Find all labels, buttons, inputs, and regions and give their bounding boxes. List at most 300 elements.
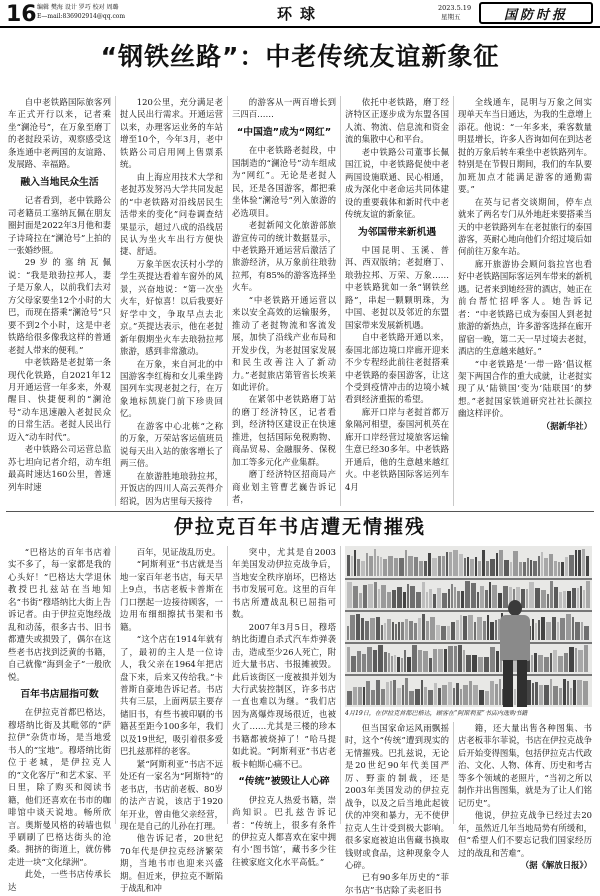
paragraph: 在旅游胜地琅勃拉邦，开饭店的四川人高云英得介绍说，因为店里每天接待 [120,470,223,506]
book-spine [541,590,546,608]
book-spine [469,681,472,705]
book-spine [422,614,425,640]
article2-column-3 [232,546,336,867]
book-spine [454,587,456,608]
book-spine [384,652,387,672]
book-spine [437,588,441,608]
paragraph: 此处，一些书店传承长达 [8,869,111,892]
book-spine [394,655,396,672]
book-spine [432,558,437,576]
book-spine [538,556,540,576]
book-spine [366,681,370,705]
book-spine [557,622,559,640]
book-spine [463,685,468,705]
book-spine [563,591,566,608]
book-spine [371,690,375,705]
book-spine [442,593,447,608]
book-spine [541,617,545,640]
book-spine [353,586,358,608]
book-spine [578,650,583,672]
column-divider [227,96,228,506]
book-spine [353,687,357,705]
book-spine [459,554,463,576]
book-spine [554,561,557,576]
book-spine [386,682,389,705]
book-spine [376,617,380,640]
paragraph: 廊开口岸与老挝首都万象隔河相望，泰国河机英在廊开口岸经营过境旅客运输生意已经30多年。中老铁路开通后，他的生意越来越红火。中老铁路国际客运列车4月 [345,406,449,492]
book-spine [586,556,589,576]
paragraph: 中国昆明、玉溪、普洱、西双版纳；老挝磨丁、琅勃拉邦、万荣、万象……中老铁路犹如一条“钢铁丝路”，串起一颗颗明珠，为中国、老挝以及邻近的东盟国家带来发展新机遇。 [345,244,449,330]
book-spine [544,657,549,672]
book-spine [402,685,404,705]
book-spine [357,559,360,576]
book-spine [490,559,495,576]
book-spine [569,555,574,576]
book-spine [523,562,526,576]
paragraph: 120公里，充分满足老挝人民出行需求。开通运营以来，办理客运业务的车站增至10个，今年3月，老中铁路公司启用网上售票系统。 [120,97,223,170]
paragraph: 在英与记者交谈期间，停车点就来了两名专门从外地赶来要搭乘当天的中老铁路列车在老挝旅行的泰国游客，英耐心地向他们介绍过境后如何前往万象车站。 [458,196,592,257]
book-spine [392,622,394,640]
book-spine [408,556,413,576]
book-spine [433,649,437,672]
book-spine [362,654,366,672]
bookstore-photo [345,546,592,707]
section-title: 环球 [276,5,323,23]
book-spine [444,649,447,672]
book-spine [380,557,382,576]
book-spine [418,650,422,672]
book-spine [527,558,529,576]
paragraph: “这个店在1914年就有了，最初的主人是一位诗人，我父亲在1964年把店盘下来，后来又传给我。”卡普斯自豪地告诉记者。书店共有三层，上面两层主要存储旧书，有些书被印刷的书籍甚至距今100多年，我们以及19世纪，吸引着很多爱巴扎兹那样的老客。 [120,634,223,757]
book-spine [457,591,460,608]
book-spine [538,620,540,640]
bookshelves [345,546,592,707]
subheading: 百年书店屈指可数 [20,688,99,700]
book-spine [559,688,562,705]
book-spine [572,617,574,640]
book-spine [584,645,588,672]
paragraph: 已有90多年历史的“菲尔书店”书店除了卖老旧书 [345,872,449,895]
paragraph: “阿斯利亚”书店就是当地一家百年老书店，每天早上9点，书店老板卡普斯在门口摆起一边接待顾客，一边用布细细擦拭书架和书籍。 [120,559,223,632]
book-spine [535,588,540,608]
book-spine [410,586,415,608]
book-spine [482,550,485,576]
book-spine [572,588,576,608]
book-spine [418,618,421,640]
book-spine [569,647,574,672]
editor-credits: 编辑 樊海 设计 罗巧 校对 周璐 [37,4,119,11]
book-spine [470,559,474,576]
book-spine [454,646,457,672]
book-spine [453,550,458,576]
book-spine [471,583,476,608]
book-spine [363,687,365,705]
issue-date: 2023.5.19 [438,4,472,12]
paragraph: “中老铁路开通运营以来以安全高效的运输服务，推动了老挝物流和客流发展，加快了沿线产业布局和开发步伐，为老挝国家发展和民生改善注入了新动力。”老挝旅店第管省长埃莱如此评价。 [232,294,336,392]
column-divider [340,546,341,824]
book-spine [554,587,558,608]
book-spine [421,680,423,705]
book-spine [359,593,362,608]
book-spine [499,550,503,576]
paragraph: 伊拉克人热爱书籍，崇尚知识。巴扎兹告诉记者：“传统上，很多有条件的伊拉克人都喜欢在家中拥有小‘图书馆’，藏书多少往往被家庭文化水平高低。” [232,794,336,867]
book-spine [361,561,365,576]
book-spine [381,689,385,705]
book-spine [489,582,491,608]
book-spine [405,678,408,705]
article2-column-5 [458,722,592,870]
article1-headline: “钢铁丝路”：中老传统友谊新象征 [100,42,500,71]
book-spine [448,646,453,672]
newspaper-logo [479,2,593,24]
book-spine [430,617,435,640]
customer-figure [495,600,535,707]
column-divider [453,96,454,506]
paragraph: 老挝新闻文化旅游部旅游宣传司的统计数据显示，中老铁路开通运营后激活了旅游经济，从万象前往琅勃拉邦，有85%的游客选择坐火车。 [232,220,336,293]
book-spine [354,550,356,576]
book-spine [456,620,459,640]
book-spine [541,552,543,576]
book-spine [367,647,372,672]
book-spine [483,621,486,640]
book-spine [458,645,462,672]
paragraph: 在万象，来自河北的中国游客李红梅和女儿乘坐跨国列车实现老挝之行，在万象地标凯旋门前下珍贵回忆。 [120,358,223,419]
article1-column-3 [232,96,336,507]
book-spine [566,614,571,640]
book-spine [422,582,425,608]
subheading: 融入当地民众生活 [20,176,99,188]
book-spine [368,584,373,608]
book-spine [347,582,352,608]
book-spine [465,581,470,608]
book-spine [374,549,376,576]
book-spine [419,561,423,576]
article2-headline: 伊拉克百年书店遭无情摧残 [173,516,426,538]
paragraph: 磨丁经济特区招商局产商业划主管曹艺巍告诉记者， [232,469,336,505]
book-spine [510,562,512,576]
paragraph: 老中铁路公司运营总监苏七坦向记者介绍，动车组最高时速达160公里，普速列车时速 [8,444,111,492]
column-divider [340,96,341,506]
book-spine [466,655,471,672]
book-spine [490,681,494,705]
book-spine [575,648,577,672]
book-spine [464,558,466,576]
book-spine [351,556,353,576]
paragraph: 籍，还大量出售各种图集、书店老板菲尔菲说，书店在伊拉克战争后开始变得图集，包括伊拉克古代政治、文化、人物、体育、历史和考古等多个领域的老照片，“当初之所以制作并出售图集，就是为了让人们铭记历史”。 [458,723,592,808]
book-spine [544,558,548,576]
book-spine [550,653,552,672]
book-spine [394,558,398,576]
book-spine [377,556,379,576]
book-spine [513,551,518,576]
book-spine [530,560,532,576]
article1-column-1 [8,96,111,507]
book-spine [438,688,441,705]
book-spine [395,624,397,640]
book-spine [446,552,448,576]
book-spine [397,657,400,672]
book-spine [412,645,417,672]
book-spine [409,691,414,705]
paragraph: 2007年3月5日，穆塔纳比街遭自杀式汽车炸弹袭击，造成至少26人死亡，附近大量书店、书报摊被毁。此后该街区一度被损并划为大行武装控制区，许多书店一直也难以为继。“我们店因为离爆炸现场很近，也被火了……尤其是三楼的珍本书籍都被烧掉了！”哈马提如此说。“阿斯利亚”书店老板卡帕斯心痛不已。 [232,621,336,769]
book-spine [347,647,350,672]
book-spine [381,585,386,608]
book-spine [565,557,568,576]
book-spine [433,594,436,608]
book-spine [577,588,579,608]
header-rule [0,26,600,28]
article1-column-4 [345,96,449,507]
book-spine [350,615,355,640]
book-spine [453,688,455,705]
book-spine [366,553,368,576]
book-spine [424,561,427,576]
article1-column-2 [120,96,223,507]
editor-email: E—mail:836902914@qq.com [37,13,126,20]
book-spine [392,590,396,608]
book-spine [398,622,400,640]
book-spine [423,651,428,672]
book-spine [567,681,569,705]
book-spine [442,556,445,576]
book-spine [376,680,380,705]
book-spine [441,626,446,640]
book-spine [584,626,589,640]
book-spine [474,622,476,640]
book-spine [448,682,452,705]
book-spine [404,650,406,672]
paragraph: 突中，尤其是自2003年美国发动伊拉克战争后，当地安全秩序崩坏，巴格达书市发展可危。这里的百年书店所遭战乱积已屈指可数。 [232,547,336,620]
book-spine [558,562,560,576]
book-spine [477,617,482,640]
paragraph: 老中铁路公司董事长佩国江说，中老铁路促使中老两国设施联通、民心相通，成为深化中老命运共同体建设的重要载体和新时代中老传统友谊的新象征。 [345,146,449,220]
book-spine [436,625,440,640]
book-spine [487,615,489,640]
book-spine [475,557,477,576]
book-spine [461,591,464,608]
book-spine [388,653,390,672]
book-spine [478,561,481,576]
book-spine [347,626,349,640]
book-spine [409,621,413,640]
book-spine [564,653,568,672]
book-spine [397,688,401,705]
book-spine [449,552,452,576]
book-spine [553,650,557,672]
book-spine [405,619,408,640]
book-spine [426,621,429,640]
book-spine [383,559,387,576]
paragraph: 在伊拉克首都巴格达，穆塔纳比街及其毗邻的“萨拉伊”杂货市场，是当地爱书人的“宝地”。穆塔纳比街位于老城，是伊拉克人的“文化客厅”和艺术家、平日里，除了购买和阅读书籍，他们还喜欢在书市的咖啡馆中谈天说地。畅所欣言。奥斯曼风格的砖墙也似乎刷刷了巴格达街头的沧桑。拥挤的街道上，就仿佛走进一块“文化绿洲”。 [8,707,111,867]
paragraph: 他告诉记者，20世纪70年代是伊拉克经济繁荣期，当地书市也迎来兴盛期。但近来，伊拉克不断陷于战乱和冲 [120,833,223,894]
article-separator [6,511,594,512]
subheading: 为邻国带来新机遇 [357,226,437,238]
book-spine [533,561,537,576]
book-spine [535,682,538,705]
book-spine [559,592,562,608]
book-spine [428,690,433,705]
book-spine [538,655,543,672]
book-spine [347,691,352,705]
book-spine [550,679,552,705]
book-spine [407,657,411,672]
book-spine [561,562,564,576]
book-spine [456,683,459,705]
paragraph: 廊开旅游协会顾问翁拉宫也看好中老铁路国际客运列车带来的新机遇。记者来到她经营的酒店，她正在前台帮忙招呼客人。她告诉记者：“中老铁路已成为泰国人到老挝旅游的新热点，许多游客选择在廊开留宿一晚，第二天一早过境去老挝，酒店的生意越来越好。” [458,258,592,357]
article2-column-1 [8,546,111,892]
paragraph: 记者看到，老中铁路公司老籍员工塞纳瓦佩在朋友圈封面是2022年3月他和妻子诗琦拉在“澜沧号”上拍的一张婚纱照。 [8,195,111,255]
book-spine [370,618,375,640]
book-spine [477,592,479,608]
book-spine [414,623,417,640]
book-spine [478,657,483,672]
source-credit: （据《解放日报》） [520,859,592,870]
book-spine [401,622,404,640]
book-spine [434,683,437,705]
book-spine [447,626,450,640]
book-spine [484,657,489,672]
book-spine [384,623,386,640]
paragraph: 的游客从一两百增长到三四百…… [232,97,336,120]
book-spine [567,591,571,608]
book-spine [575,622,580,640]
book-spine [586,581,590,608]
book-spine [397,587,402,608]
book-spine [451,622,455,640]
book-spine [438,649,443,672]
book-spine [401,658,403,672]
paragraph: 万象羊医农沃村小学的学生英提达看着车窗外的风景，兴奋地说：“第一次坐火车，好惊喜！以后我要好好学中文，争取早点去北京。”英提达表示，他在老挝新年假期坐火车去琅勃拉邦旅游，感到非常激动。 [120,258,223,357]
book-spine [373,650,377,672]
book-spine [504,560,509,576]
book-spine [426,592,428,608]
book-spine [387,592,391,608]
book-spine [361,618,364,640]
paragraph: 全线通车，昆明与万象之间实现单天车当日通达，为我的生意增上添花。他说：“一年多来，乘客数量明显增长，许多人咨询如何在到达老挝的万象后转车乘坐中老铁路列车。特别是在节假日期间，我们的车队要加班加点才能满足游客的通勤需要。” [458,97,592,195]
book-spine [496,553,498,576]
book-spine [388,556,393,576]
book-spine [581,622,583,640]
paragraph: 中老铁路是老挝第一条现代化铁路，自2021年12月开通运营一年多来，外观醒目、快捷便利的“澜沧号”动车迅速融入老挝民众的日常生活。老挝人民出行迈入“动车时代”。 [8,357,111,442]
book-spine [550,581,553,608]
subheading: “中国造”成为“网红” [236,126,332,138]
book-spine [357,651,361,672]
book-spine [460,615,462,640]
book-spine [480,586,484,608]
book-spine [393,680,396,705]
photo-caption: 4月19日，在伊拉克首都巴格达，顾客在“阿斯利亚”书店内选购书籍 [345,710,528,717]
book-spine [448,589,450,608]
book-spine [351,656,356,672]
book-spine [429,658,432,672]
book-spine [560,618,565,640]
paragraph: 自中老铁路开通以来，泰国北部边境口岸廊开迎来不少专程经此前往老挝搭乘中老铁路的泰国游客，让这个受到疫情冲击的边境小城看到经济重振的希望。 [345,332,449,405]
column-divider [227,546,228,824]
newspaper-logo-text: 国防时报 [503,7,568,23]
book-spine [583,681,588,705]
book-spine [578,550,581,576]
book-spine [577,680,582,705]
book-spine [399,558,404,576]
book-spine [424,687,427,705]
book-spine [442,685,447,705]
book-spine [460,689,462,705]
book-spine [570,688,572,705]
book-spine [387,619,391,640]
book-spine [463,650,465,672]
article1-column-5 [458,96,592,507]
book-spine [573,680,576,705]
book-spine [535,623,537,640]
book-spine [369,556,373,576]
paragraph: 但当国家命运风雨飘摇时，这个“传统”遭到现实的无情摧残。巴扎兹说，无论是20世纪90年代美国严厉、野蛮的制裁，还是2003年美国发动的伊拉克战争，以及之后当地此起彼伏的冲突和暴力，无不使伊拉克人生计受到极大影响。很多家庭被迫出售藏书换取钱财或食品，这种现象令人心碎。 [345,723,449,870]
book-spine [403,592,406,608]
book-spine [378,589,380,608]
book-spine [463,616,467,640]
book-spine [558,656,563,672]
book-spine [374,582,377,608]
paragraph: 依托中老铁路，磨丁经济特区正逐步成为东盟各国人流、物流、信息流和资金流的集散中心和平台。 [345,97,449,145]
book-spine [583,590,585,608]
paragraph: 百年，见证战乱历史。 [136,547,221,557]
book-spine [415,689,420,705]
book-spine [428,553,431,576]
book-spine [381,625,383,640]
book-spine [468,615,473,640]
book-spine [563,679,566,705]
book-spine [363,585,367,608]
book-spine [580,586,582,608]
book-spine [365,621,369,640]
book-spine [547,594,549,608]
subheading: “传统”被毁让人心碎 [238,776,330,788]
book-spine [347,555,350,576]
book-spine [416,592,421,608]
book-spine [582,549,585,576]
book-spine [544,685,549,705]
book-spine [539,685,543,705]
book-spine [552,617,556,640]
paragraph: 29岁的塞纳瓦佩说：“我是琅勃拉邦人，妻子是万象人，以前我们去对方父母家要坐12个小时的大巴，而现在搭乘“澜沧号”只要不到2个小时，这是中老铁路给很多像我这样的普通老挝人带来的便利。” [8,257,111,355]
paragraph: 自中老铁路国际旅客列车正式开行以来，记者乘坐“澜沧号”，在万象至磨丁的老挝段采访，观察感受这条连通中老两国的友谊路、发展路、幸福路。 [8,97,111,170]
issue-weekday: 星期五 [441,13,461,21]
book-spine [429,589,432,608]
book-spine [549,554,553,576]
book-spine [479,690,484,705]
book-spine [575,550,577,576]
article2-column-2 [120,546,223,894]
book-spine [378,645,383,672]
column-divider [115,546,116,824]
paragraph: 由上海应用技术大学和老挝苏发努冯大学共同发起的“中老铁路对沿线居民生活带来的变化”问卷调查结果显示，超过八成的沿线居民认为坐火车出行方便快捷、舒适。 [120,171,223,257]
paragraph: 在游客中心北栋“之称的万象，万荣站客运值班员说每天出入站的旅客增长了两三倍。 [120,420,223,469]
book-spine [390,681,392,705]
book-spine [485,590,488,608]
paragraph: 他说，伊拉克战争已经过去20年，虽然近几年当地局势有所缓和，但“希望人们不要忘记我们国家经历过的战乱和苦难”。 [458,810,592,858]
book-spine [473,685,478,705]
book-spine [405,550,407,576]
paragraph: “中老铁路是‘一带一路’倡议框架下两国合作的重大成就，让老挝实现了从‘陆锁国’变为‘陆联国’的梦想。”老挝国家铁道研究社社长颜拉幽这样评价。 [458,358,592,419]
book-spine [358,687,362,705]
book-spine [486,561,489,576]
paragraph: 在紧邻中老铁路磨丁站的磨丁经济特区，记者看到，经济特区建设正在快速推进，包括国际免税购物、商品贸易、金融服务、保税加工等多元化产业集群。 [232,394,336,467]
book-spine [485,691,489,705]
book-spine [391,656,393,672]
book-spine [467,557,469,576]
paragraph: 在中老铁路老挝段，中国制造的“澜沧号”动车组成为“网红”。无论是老挝人民，还是各国游客，都把乘坐体验“澜沧号”列入旅游的必选项目。 [232,145,336,218]
article2-column-4 [345,722,449,895]
book-spine [451,584,453,608]
